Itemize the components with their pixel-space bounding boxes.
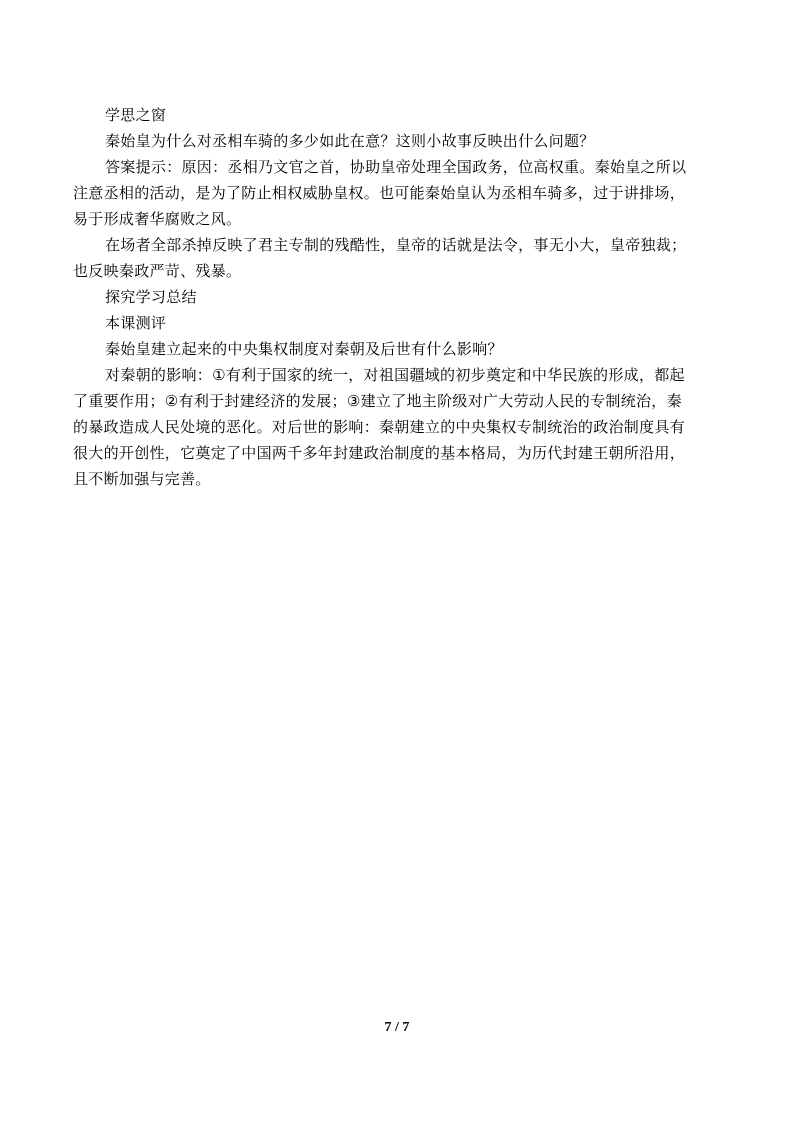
answer-line: 且不断加强与完善。 xyxy=(73,470,211,488)
answer-line: 也反映秦政严苛、残暴。 xyxy=(73,262,242,280)
answer-line: 很大的开创性，它奠定了中国两千多年封建政治制度的基本格局，为历代封建王朝所沿用， xyxy=(73,444,686,462)
answer-line: 易于形成奢华腐败之风。 xyxy=(73,210,242,228)
answer-line: 注意丞相的活动，是为了防止相权威胁皇权。也可能秦始皇认为丞相车骑多，过于讲排场， xyxy=(73,184,686,202)
section-heading-tanjiu: 探究学习总结 xyxy=(105,288,197,306)
section-heading-ceping: 本课测评 xyxy=(105,314,167,332)
section-heading-xuesi: 学思之窗 xyxy=(105,106,167,124)
answer-line: 了重要作用；②有利于封建经济的发展；③建立了地主阶级对广大劳动人民的专制统治，秦 xyxy=(73,392,682,410)
answer-line: 对秦朝的影响：①有利于国家的统一，对祖国疆域的初步奠定和中华民族的形成，都起 xyxy=(105,366,685,384)
question-text: 秦始皇建立起来的中央集权制度对秦朝及后世有什么影响？ xyxy=(105,340,503,358)
answer-line: 的暴政造成人民处境的恶化。对后世的影响：秦朝建立的中央集权专制统治的政治制度具有 xyxy=(73,418,686,436)
answer-line: 答案提示：原因：丞相乃文官之首，协助皇帝处理全国政务，位高权重。秦始皇之所以 xyxy=(105,158,687,176)
page-number: 7 / 7 xyxy=(384,1020,410,1035)
document-body xyxy=(73,102,723,492)
answer-line: 在场者全部杀掉反映了君主专制的残酷性，皇帝的话就是法令，事无小大，皇帝独裁； xyxy=(105,236,687,254)
question-text: 秦始皇为什么对丞相车骑的多少如此在意？这则小故事反映出什么问题？ xyxy=(105,132,595,150)
